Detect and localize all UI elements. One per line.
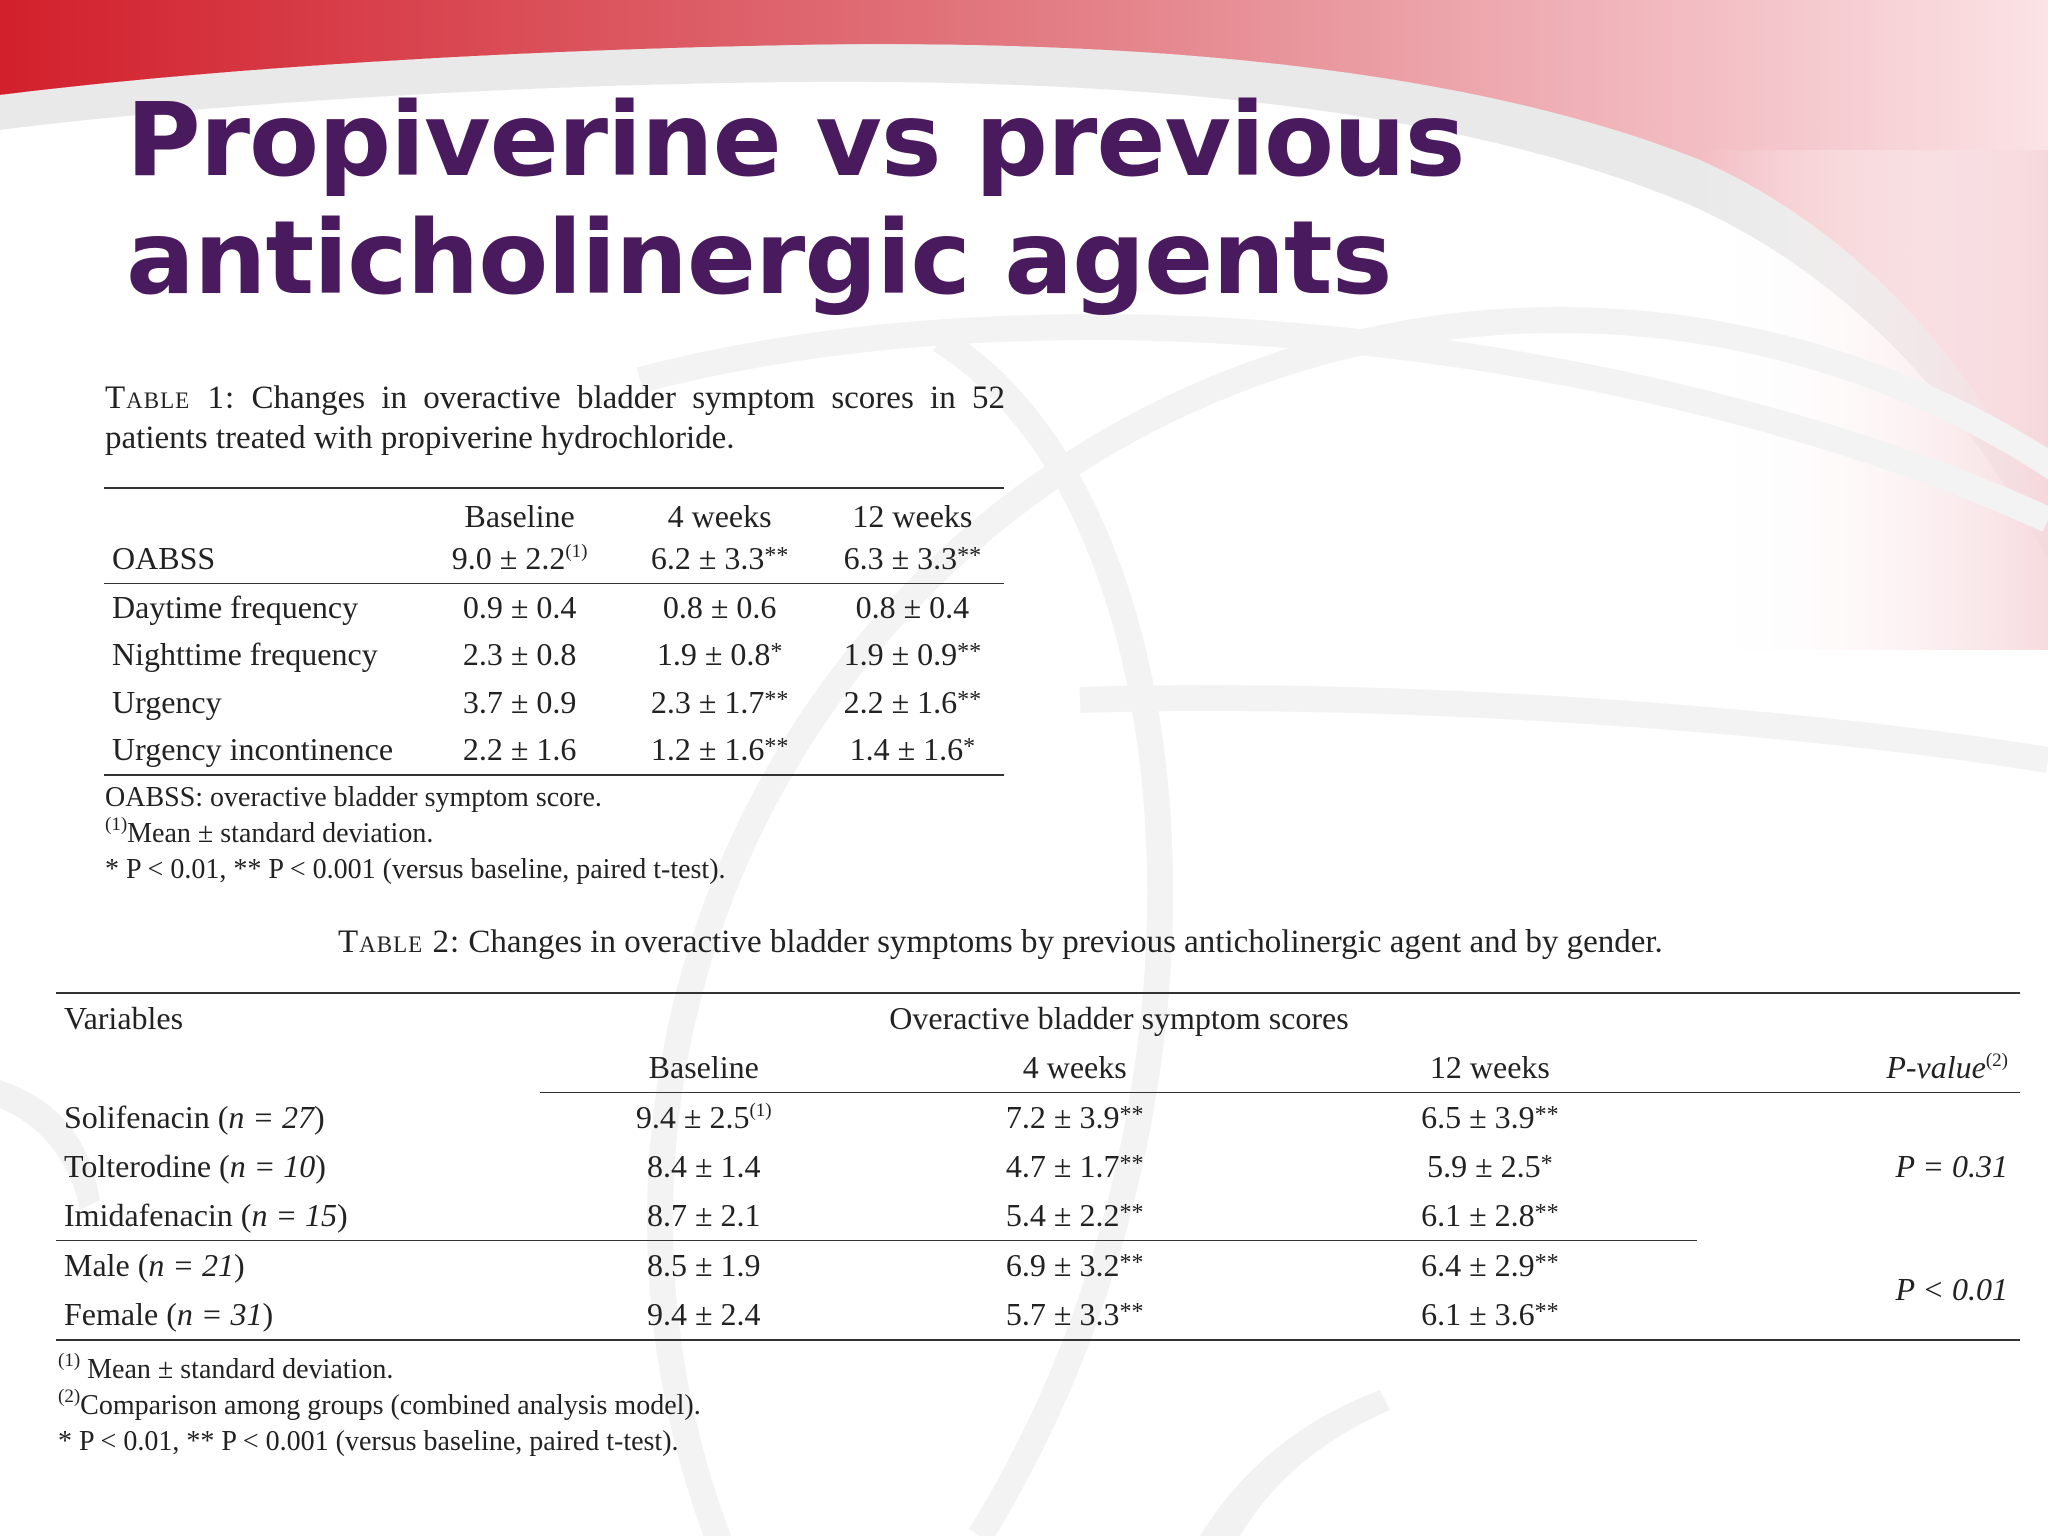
cell-4weeks: 1.9 ± 0.8* xyxy=(656,636,783,673)
row-label: Solifenacin (n = 27) xyxy=(64,1098,325,1135)
table2-caption-head: Table 2: xyxy=(338,924,461,960)
row-label: Urgency xyxy=(112,683,222,720)
footnote-ref1: $^{(1)}$ Mean ± standard deviation. xyxy=(58,1350,394,1385)
table1-col-12weeks: 12 weeks xyxy=(852,498,973,534)
cell-4weeks: 1.2 ± 1.6** xyxy=(650,731,789,768)
table2-variables-header: Variables xyxy=(64,1000,184,1036)
table1-caption xyxy=(105,378,1005,458)
table2-col-baseline: Baseline xyxy=(540,1042,867,1093)
row-label: Nighttime frequency xyxy=(112,636,378,673)
table-row xyxy=(104,583,1004,631)
cell-4weeks: 5.7 ± 3.3** xyxy=(1005,1296,1144,1332)
cell-baseline: 2.3 ± 0.8 xyxy=(462,636,577,673)
cell-12weeks: 6.5 ± 3.9** xyxy=(1421,1099,1559,1135)
row-label: Daytime frequency xyxy=(112,588,359,625)
footnote-abbreviation: OABSS: overactive bladder symptom score. xyxy=(105,782,602,813)
table1-header-label xyxy=(104,488,421,535)
cell-baseline: 9.4 ± 2.4 xyxy=(646,1296,761,1332)
footnote-significance: * P < 0.01, ** P < 0.001 (versus baseline, paired t-test). xyxy=(105,854,726,885)
table-row xyxy=(104,535,1004,583)
table2-col-12weeks: 12 weeks xyxy=(1282,1042,1697,1093)
table1-caption-text: Changes in overactive bladder symptom scores in 52 patients treated with propiverine hydrochloride. xyxy=(105,380,1005,456)
table1-caption-head: Table 1: xyxy=(105,380,236,416)
table-row xyxy=(104,679,1004,727)
cell-4weeks: 6.2 ± 3.3** xyxy=(618,535,820,583)
table2 xyxy=(56,992,2020,1341)
cell-4weeks: 4.7 ± 1.7** xyxy=(1005,1148,1144,1184)
title-line-1: Propiverine vs previous xyxy=(126,81,1465,200)
row-label: Tolterodine (n = 10) xyxy=(64,1148,326,1184)
cell-12weeks: 6.4 ± 2.9** xyxy=(1421,1247,1559,1283)
slide-title xyxy=(126,82,1464,318)
table1-col-4weeks: 4 weeks xyxy=(667,498,772,534)
row-label: Male (n = 21) xyxy=(64,1247,245,1283)
cell-baseline: 8.4 ± 1.4 xyxy=(646,1148,761,1184)
cell-12weeks: 1.9 ± 0.9** xyxy=(843,636,982,673)
table2-col-pvalue: P-value$^{(2)}$ xyxy=(1697,1042,2020,1093)
table1-col-baseline: Baseline xyxy=(464,498,575,534)
table2-header-spacer xyxy=(1697,993,2020,1042)
cell-4weeks: 2.3 ± 1.7** xyxy=(650,683,789,720)
cell-baseline: 8.7 ± 2.1 xyxy=(540,1191,867,1241)
table2-group-header: Overactive bladder symptom scores xyxy=(889,999,1349,1036)
cell-baseline: 9.0 ± 2.2$^{(1)}$ xyxy=(421,535,619,583)
cell-12weeks: 6.3 ± 3.3** xyxy=(821,535,1004,583)
row-label: Urgency incontinence xyxy=(112,731,394,768)
table1 xyxy=(104,487,1004,776)
cell-12weeks: 6.1 ± 3.6** xyxy=(1421,1296,1559,1332)
cell-12weeks: 5.9 ± 2.5* xyxy=(1427,1148,1553,1184)
cell-12weeks: 1.4 ± 1.6* xyxy=(849,731,976,768)
group-pvalue: P = 0.31 xyxy=(1895,1148,2008,1185)
table-row xyxy=(56,1093,2020,1143)
cell-baseline: 8.5 ± 1.9 xyxy=(646,1247,761,1283)
table-row xyxy=(104,631,1004,679)
table2-footnotes xyxy=(58,1352,701,1460)
cell-12weeks: 6.1 ± 2.8** xyxy=(1282,1191,1697,1241)
cell-12weeks: 0.8 ± 0.4 xyxy=(855,588,970,625)
title-line-2: anticholinergic agents xyxy=(126,199,1392,318)
row-label: Female (n = 31) xyxy=(64,1296,274,1332)
table-row xyxy=(56,1241,2020,1291)
table-row xyxy=(104,726,1004,775)
cell-baseline: 9.4 ± 2.5$^{(1)}$ xyxy=(635,1099,772,1135)
group-pvalue: P < 0.01 xyxy=(1895,1271,2008,1308)
cell-4weeks: 5.4 ± 2.2** xyxy=(867,1191,1282,1241)
cell-4weeks: 7.2 ± 3.9** xyxy=(1005,1099,1144,1135)
row-label: Imidafenacin (n = 15) xyxy=(56,1191,540,1241)
cell-baseline: 0.9 ± 0.4 xyxy=(462,588,577,625)
cell-baseline: 3.7 ± 0.9 xyxy=(462,683,577,720)
cell-baseline: 2.2 ± 1.6 xyxy=(462,731,577,768)
table2-header-row-1 xyxy=(56,993,2020,1042)
cell-4weeks: 0.8 ± 0.6 xyxy=(662,588,777,625)
table1-header-row xyxy=(104,488,1004,535)
table2-col-4weeks: 4 weeks xyxy=(867,1042,1282,1093)
footnote-significance: * P < 0.01, ** P < 0.001 (versus baseline, paired t-test). xyxy=(58,1426,679,1457)
footnote-ref1: $^{(1)}$Mean ± standard deviation. xyxy=(105,814,434,849)
footnote-ref2: $^{(2)}$Comparison among groups (combined analysis model). xyxy=(58,1386,701,1421)
cell-12weeks: 2.2 ± 1.6** xyxy=(843,683,982,720)
table1-footnotes xyxy=(105,780,726,888)
row-label: OABSS xyxy=(104,535,421,583)
table2-caption-text: Changes in overactive bladder symptoms by previous anticholinergic agent and by gender. xyxy=(468,924,1663,960)
cell-4weeks: 6.9 ± 3.2** xyxy=(1005,1247,1144,1283)
table2-caption xyxy=(338,922,1838,962)
